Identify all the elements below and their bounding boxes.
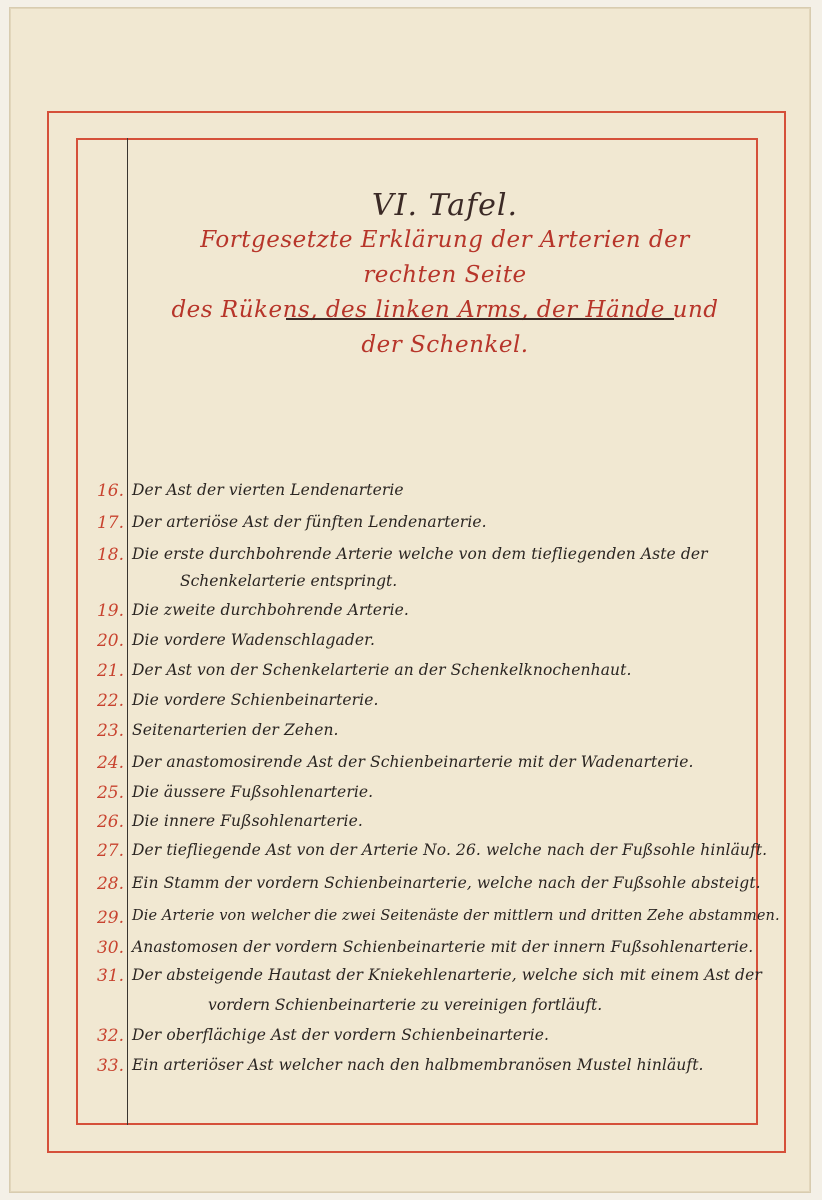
entry-text: Der Ast von der Schenkelarterie an der Schenkelknochenhaut. (132, 661, 632, 679)
entry-text: Der Ast der vierten Lendenarterie (132, 481, 404, 499)
entry-number: 29. (96, 908, 124, 928)
entry-text: Seitenarterien der Zehen. (132, 721, 339, 739)
list-item-continuation (10, 572, 810, 602)
list-item (10, 966, 810, 996)
entry-text: Die äussere Fußsohlenarterie. (132, 783, 374, 801)
plate-number: VI. Tafel. (371, 188, 519, 223)
list-item (10, 691, 810, 721)
list-item (10, 481, 810, 511)
list-item (10, 908, 810, 938)
entry-text: Ein arteriöser Ast welcher nach den halbmembranösen Mustel hinläuft. (132, 1056, 704, 1074)
entry-number: 30. (96, 938, 124, 958)
list-item (10, 513, 810, 543)
entry-number: 21. (96, 661, 124, 681)
entry-number: 28. (96, 874, 124, 894)
entry-text: Die vordere Wadenschlagader. (132, 631, 375, 649)
entry-number: 24. (96, 753, 124, 773)
entry-text: Die Arterie von welcher die zwei Seitenäste der mittlern und dritten Zehe abstammen. (132, 908, 780, 924)
title-underline (286, 318, 674, 320)
entry-number: 27. (96, 841, 124, 861)
list-item (10, 841, 810, 871)
list-item (10, 1056, 810, 1086)
entry-number: 32. (96, 1026, 124, 1046)
list-item (10, 631, 810, 661)
entry-number: 26. (96, 812, 124, 832)
manuscript-page (10, 8, 810, 1192)
list-item (10, 812, 810, 842)
entry-number: 19. (96, 601, 124, 621)
entry-text: Die zweite durchbohrende Arterie. (132, 601, 409, 619)
entry-number: 33. (96, 1056, 124, 1076)
list-item (10, 1026, 810, 1056)
entry-number: 16. (96, 481, 124, 501)
entry-text: Der anastomosirende Ast der Schienbeinarterie mit der Wadenarterie. (132, 753, 694, 771)
entry-number: 17. (96, 513, 124, 533)
list-item (10, 601, 810, 631)
entry-text: Der oberflächige Ast der vordern Schienbeinarterie. (132, 1026, 550, 1044)
list-item (10, 661, 810, 691)
entry-number: 22. (96, 691, 124, 711)
entry-number: 18. (96, 545, 124, 565)
list-item (10, 783, 810, 813)
entry-text: Der absteigende Hautast der Kniekehlenarterie, welche sich mit einem Ast der (132, 966, 762, 984)
entry-text: Der arteriöse Ast der fünften Lendenarterie. (132, 513, 487, 531)
entry-text: Die erste durchbohrende Arterie welche von dem tiefliegenden Aste der (132, 545, 708, 563)
entry-number: 23. (96, 721, 124, 741)
entry-continuation: vordern Schienbeinarterie zu vereinigen fortläuft. (208, 996, 603, 1014)
entry-text: Die vordere Schienbeinarterie. (132, 691, 379, 709)
entry-text: Anastomosen der vordern Schienbeinarterie mit der innern Fußsohlenarterie. (132, 938, 754, 956)
list-item (10, 545, 810, 575)
title-line-1: Fortgesetzte Erklärung der Arterien der rechten Seite (200, 227, 690, 288)
entry-text: Ein Stamm der vordern Schienbeinarterie, welche nach der Fußsohle absteigt. (132, 874, 761, 892)
entry-number: 31. (96, 966, 124, 986)
list-item (10, 874, 810, 904)
entry-text: Die innere Fußsohlenarterie. (132, 812, 363, 830)
title-block (150, 188, 740, 363)
entry-text: Der tiefliegende Ast von der Arterie No. 26. welche nach der Fußsohle hinläuft. (132, 841, 768, 859)
title-line-2: des Rükens, des linken Arms, der Hände und der Schenkel. (171, 297, 719, 358)
list-item (10, 753, 810, 783)
list-item (10, 721, 810, 751)
entry-continuation: Schenkelarterie entspringt. (180, 572, 398, 590)
entry-number: 20. (96, 631, 124, 651)
list-item (10, 938, 810, 968)
list-item-continuation (10, 996, 810, 1026)
entry-number: 25. (96, 783, 124, 803)
